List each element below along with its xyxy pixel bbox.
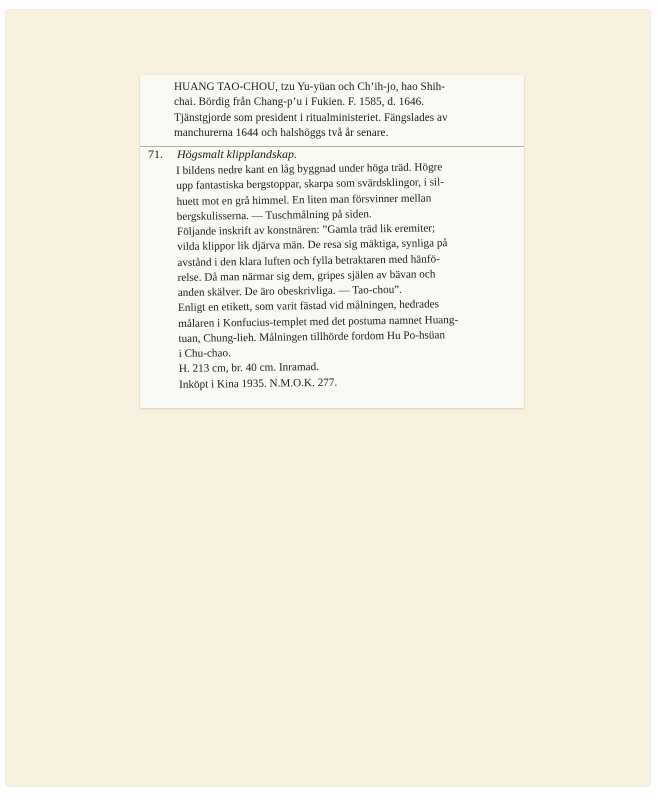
entry-line: relse. Då man närmar sig dem, gripes själen av bävan och	[177, 268, 436, 284]
entry-line: I bildens nedre kant en låg byggnad under höga träd. Högre	[176, 161, 443, 177]
entry-description	[176, 159, 524, 393]
entry-line: huett mot en grå himmel. En liten man försvinner mellan	[176, 191, 432, 208]
entry-line: anden skälver. De äro obeskrivliga. — Tao-chou”.	[177, 283, 403, 299]
entry-number: 71.	[148, 147, 163, 161]
entry-line: i Chu-chao.	[178, 347, 231, 360]
artist-biography	[174, 80, 514, 141]
entry-line: upp fantastiska bergstoppar, skarpa som svärdsklingor, i sil-	[176, 176, 445, 193]
entry-line: Enligt en etikett, som varit fästad vid målningen, hedrades	[177, 298, 440, 315]
entry-line: Följande inskrift av konstnären: ”Gamla träd lik eremiter;	[176, 222, 436, 238]
entry-line: tuan, Chung-lieh. Målningen tillhörde fordom Hu Po-hsüan	[178, 329, 446, 345]
entry-line: bergskulisserna. — Tuschmålning på siden.	[176, 208, 372, 223]
entry-title: Högsmalt klipplandskap.	[177, 147, 297, 161]
bio-line: Tjänstgjorde som president i ritualministeriet. Fängslades av	[174, 111, 448, 124]
mount-board	[6, 10, 650, 786]
entry-line: H. 213 cm, br. 40 cm. Inramad.	[178, 361, 320, 376]
entry-line: vilda klippor lik djärva män. De resa sig mäktiga, synliga på	[177, 237, 448, 254]
entry-line: Inköpt i Kina 1935. N.M.O.K. 277.	[178, 376, 338, 391]
bio-line: manchurerna 1644 och halshöggs två år senare.	[174, 126, 389, 139]
bio-line: HUANG TAO-CHOU, tzu Yu-yüan och Ch’ih-jo, hao Shih-	[174, 81, 446, 93]
bio-line: chai. Bördig från Chang-p’u i Fukien. F. 1585, d. 1646.	[174, 96, 425, 109]
entry-line: avstånd i den klara luften och fylla betraktaren med hänfö-	[177, 252, 440, 269]
catalog-clipping	[140, 75, 524, 408]
entry-line: målaren i Konfucius-templet med det postuma namnet Huang-	[178, 313, 459, 330]
entry-heading	[148, 147, 297, 162]
